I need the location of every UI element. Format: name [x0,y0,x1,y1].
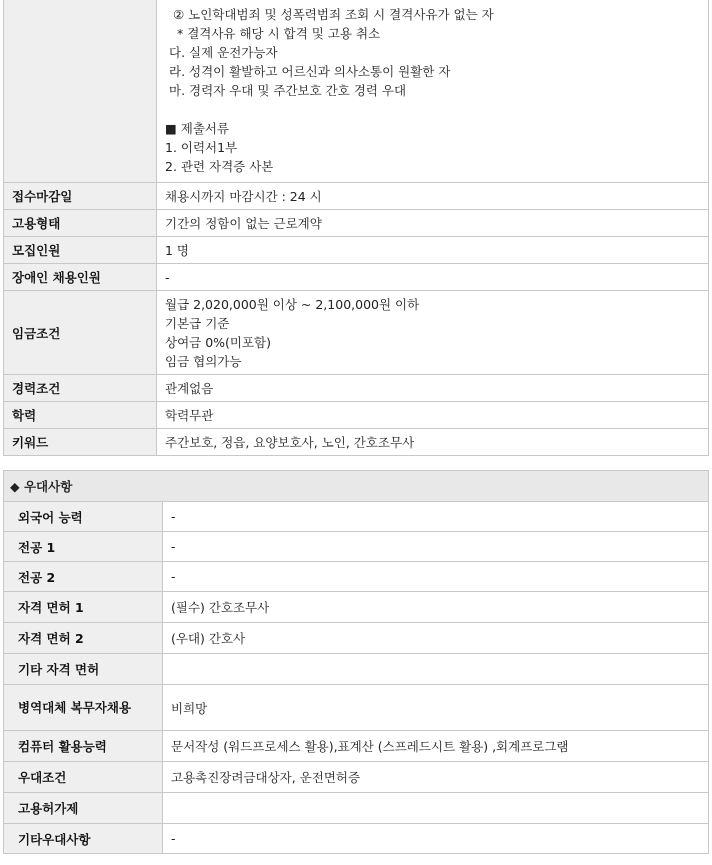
employment-type-label: 고용형태 [4,210,157,237]
wage-line: 상여금 0%(미포함) [165,334,272,350]
pref-value [163,793,709,824]
documents-item: 2. 관련 자격증 사본 [165,159,274,174]
pref-value [163,654,709,685]
experience-value: 관계없음 [157,375,709,402]
qualification-label-cell [4,0,157,183]
documents-item: 1. 이력서1부 [165,140,238,155]
pref-label: 우대조건 [4,762,163,793]
pref-label: 병역대체 복무자채용 [4,685,163,731]
disabled-hiring-value: - [157,264,709,291]
pref-label: 외국어 능력 [4,502,163,532]
keywords-label: 키워드 [4,429,157,456]
headcount-value: 1 명 [157,237,709,264]
pref-label: 자격 면허 1 [4,592,163,623]
education-label: 학력 [4,402,157,429]
pref-label: 컴퓨터 활용능력 [4,731,163,762]
employment-type-value: 기간의 정함이 없는 근로계약 [157,210,709,237]
wage-line: 임금 협의가능 [165,353,242,369]
disabled-hiring-label: 장애인 채용인원 [4,264,157,291]
qualification-line: 라. 성격이 활발하고 어르신과 의사소통이 원활한 자 [169,64,451,79]
qualification-details [157,0,709,183]
pref-value: 문서작성 (워드프로세스 활용),표계산 (스프레드시트 활용) ,회계프로그램 [163,731,709,762]
pref-label: 고용허가제 [4,793,163,824]
qualification-blank-line [165,100,700,119]
qualification-line: ② 노인학대범죄 및 성폭력범죄 조회 시 결격사유가 없는 자 [173,7,494,22]
documents-heading: ■ 제출서류 [165,121,230,136]
pref-value: (우대) 간호사 [163,623,709,654]
experience-label: 경력조건 [4,375,157,402]
job-conditions-table [3,0,709,456]
pref-value: (필수) 간호조무사 [163,592,709,623]
pref-value: - [163,502,709,532]
qualification-line: 다. 실제 운전가능자 [169,45,278,60]
keywords-value: 주간보호, 정읍, 요양보호사, 노인, 간호조무사 [157,429,709,456]
deadline-label: 접수마감일 [4,183,157,210]
preferences-heading: ◆ 우대사항 [4,471,709,502]
pref-label: 전공 1 [4,532,163,562]
pref-value: - [163,532,709,562]
pref-label: 기타 자격 면허 [4,654,163,685]
pref-label: 기타우대사항 [4,824,163,854]
education-value: 학력무관 [157,402,709,429]
wage-line: 월급 2,020,000원 이상 ~ 2,100,000원 이하 [165,296,420,312]
pref-value: 고용촉진장려금대상자, 운전면허증 [163,762,709,793]
headcount-label: 모집인원 [4,237,157,264]
wage-line: 기본급 기준 [165,315,230,331]
pref-label: 자격 면허 2 [4,623,163,654]
qualification-line: * 결격사유 해당 시 합격 및 고용 취소 [173,26,381,41]
pref-value: 비희망 [163,685,709,731]
qualification-line: 마. 경력자 우대 및 주간보호 간호 경력 우대 [169,83,407,98]
wage-label: 임금조건 [4,291,157,375]
preferences-table [3,470,709,854]
pref-label: 전공 2 [4,562,163,592]
pref-value: - [163,824,709,854]
deadline-value: 채용시까지 마감시간 : 24 시 [157,183,709,210]
pref-value: - [163,562,709,592]
wage-value [157,291,709,375]
